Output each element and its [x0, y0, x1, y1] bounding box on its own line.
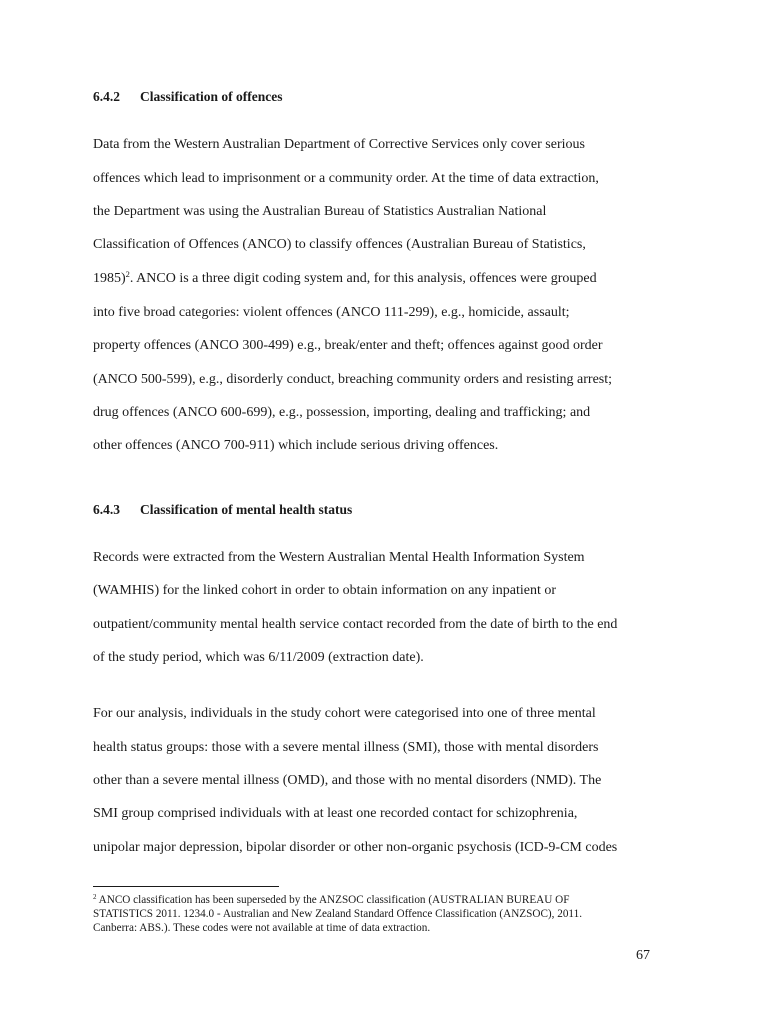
footnote-line: Canberra: ABS.). These codes were not available at time of data extraction. [93, 922, 431, 934]
text-line [93, 271, 597, 287]
text-line: health status groups: those with a severe mental illness (SMI), those with mental disorders [93, 740, 599, 755]
page-number: 67 [636, 948, 650, 963]
text-line: offences which lead to imprisonment or a community order. At the time of data extraction, [93, 171, 599, 186]
text-line: other offences (ANCO 700-911) which include serious driving offences. [93, 438, 499, 453]
text-line: drug offences (ANCO 600-699), e.g., possession, importing, dealing and trafficking; and [93, 405, 591, 420]
footnote-reference: 2 [125, 269, 130, 279]
text-line: SMI group comprised individuals with at least one recorded contact for schizophrenia, [93, 806, 578, 821]
section-title: Classification of offences [140, 89, 283, 104]
section-title: Classification of mental health status [140, 502, 353, 517]
text-line: (WAMHIS) for the linked cohort in order to obtain information on any inpatient or [93, 583, 557, 598]
footnote-text: ANCO classification has been superseded by the ANZSOC classification (AUSTRALIAN BUREAU OF [96, 894, 570, 906]
footnote-line: STATISTICS 2011. 1234.0 - Australian and New Zealand Standard Offence Classification (ANZSOC), 2011. [93, 908, 582, 920]
text-line: other than a severe mental illness (OMD), and those with no mental disorders (NMD). The [93, 773, 602, 788]
text-line: Classification of Offences (ANCO) to classify offences (Australian Bureau of Statistics, [93, 237, 586, 252]
text-line: Data from the Western Australian Department of Corrective Services only cover serious [93, 137, 585, 152]
section-heading-6-4-2 [93, 89, 282, 105]
text-line: Records were extracted from the Western Australian Mental Health Information System [93, 550, 585, 565]
text-line: unipolar major depression, bipolar disorder or other non-organic psychosis (ICD-9-CM codes [93, 840, 618, 855]
footnote-marker: 2 [93, 893, 97, 901]
section-number: 6.4.2 [93, 89, 120, 104]
text-line: For our analysis, individuals in the study cohort were categorised into one of three mental [93, 706, 596, 721]
text-line: property offences (ANCO 300-499) e.g., break/enter and theft; offences against good order [93, 338, 603, 353]
text-line: of the study period, which was 6/11/2009 (extraction date). [93, 650, 424, 665]
text-line: into five broad categories: violent offences (ANCO 111-299), e.g., homicide, assault; [93, 305, 570, 320]
line-continuation: . ANCO is a three digit coding system and, for this analysis, offences were grouped [129, 271, 597, 286]
citation-text: 1985) [93, 271, 126, 286]
section-heading-6-4-3 [93, 502, 352, 518]
text-line: the Department was using the Australian Bureau of Statistics Australian National [93, 204, 547, 219]
footnote-line [93, 894, 569, 906]
footnote-divider [93, 886, 279, 887]
text-line: outpatient/community mental health service contact recorded from the date of birth to the end [93, 617, 618, 632]
text-line: (ANCO 500-599), e.g., disorderly conduct, breaching community orders and resisting arrest; [93, 372, 613, 387]
section-number: 6.4.3 [93, 502, 120, 517]
